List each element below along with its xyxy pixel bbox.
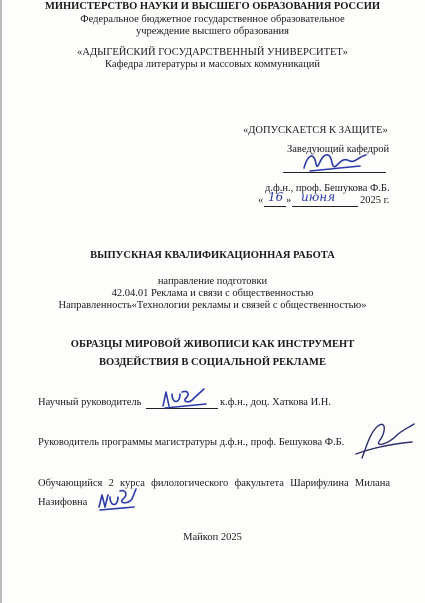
work-type: ВЫПУСКНАЯ КВАЛИФИКАЦИОННАЯ РАБОТА	[90, 250, 335, 261]
direction-label: направление подготовки	[157, 276, 268, 287]
thesis-title-line1: ОБРАЗЦЫ МИРОВОЙ ЖИВОПИСИ КАК ИНСТРУМЕНТ	[70, 339, 355, 350]
student-word: курса	[120, 478, 145, 489]
direction-name: 42.04.01 Реклама и связи с общественностью	[111, 288, 314, 299]
student-signature	[96, 485, 138, 513]
student-word: факультета	[234, 478, 284, 489]
thesis-title-line2: ВОЗДЕЙСТВИЯ В СОЦИАЛЬНОЙ РЕКЛАМЕ	[99, 357, 326, 368]
date-day-line	[264, 206, 286, 207]
approval-stamp: «ДОПУСКАЕТСЯ К ЗАЩИТЕ»	[243, 125, 388, 136]
ministry-title: МИНИСТЕРСТВО НАУКИ И ВЫСШЕГО ОБРАЗОВАНИЯ РОССИИ	[44, 1, 381, 12]
supervisor-label: Научный руководитель	[38, 397, 142, 408]
student-line1	[38, 478, 390, 490]
student-word: филологического	[151, 478, 229, 489]
head-of-department-name: д.ф.н., проф. Бешукова Ф.Б.	[265, 183, 390, 194]
institution-type-line1: Федеральное бюджетное государственное образовательное	[80, 14, 345, 25]
student-word: Обучающийся	[38, 478, 103, 489]
supervisor-name: к.ф.н., доц. Хаткова И.Н.	[220, 397, 332, 408]
head-of-department-label: Заведующий кафедрой	[287, 144, 390, 155]
date-year: 2025 г.	[360, 195, 390, 206]
head-signature	[300, 146, 370, 176]
supervisor-signature	[160, 386, 210, 410]
institution-type-line2: учреждение высшего образования	[136, 26, 289, 37]
date-quote-close: »	[286, 195, 292, 206]
date-day: 16	[268, 190, 284, 204]
student-line2: Назифовна	[38, 497, 88, 508]
date-quote-open: «	[258, 195, 264, 206]
date-month: июня	[301, 190, 336, 204]
student-word: Шарифулина	[290, 478, 349, 489]
student-word: 2	[108, 478, 114, 489]
student-word: Милана	[354, 478, 391, 489]
university-name: «АДЫГЕЙСКИЙ ГОСУДАРСТВЕННЫЙ УНИВЕРСИТЕТ»	[77, 47, 348, 58]
profile-name: Направленность«Технологии рекламы и связей с общественностью»	[58, 300, 367, 311]
city-year: Майкоп 2025	[183, 532, 242, 543]
program-head-label: Руководитель программы магистратуры д.ф.н., проф. Бешукова Ф.Б.	[38, 437, 345, 448]
program-head-signature	[352, 418, 418, 462]
department-name: Кафедра литературы и массовых коммуникаций	[105, 59, 320, 70]
date-month-line	[292, 206, 358, 207]
